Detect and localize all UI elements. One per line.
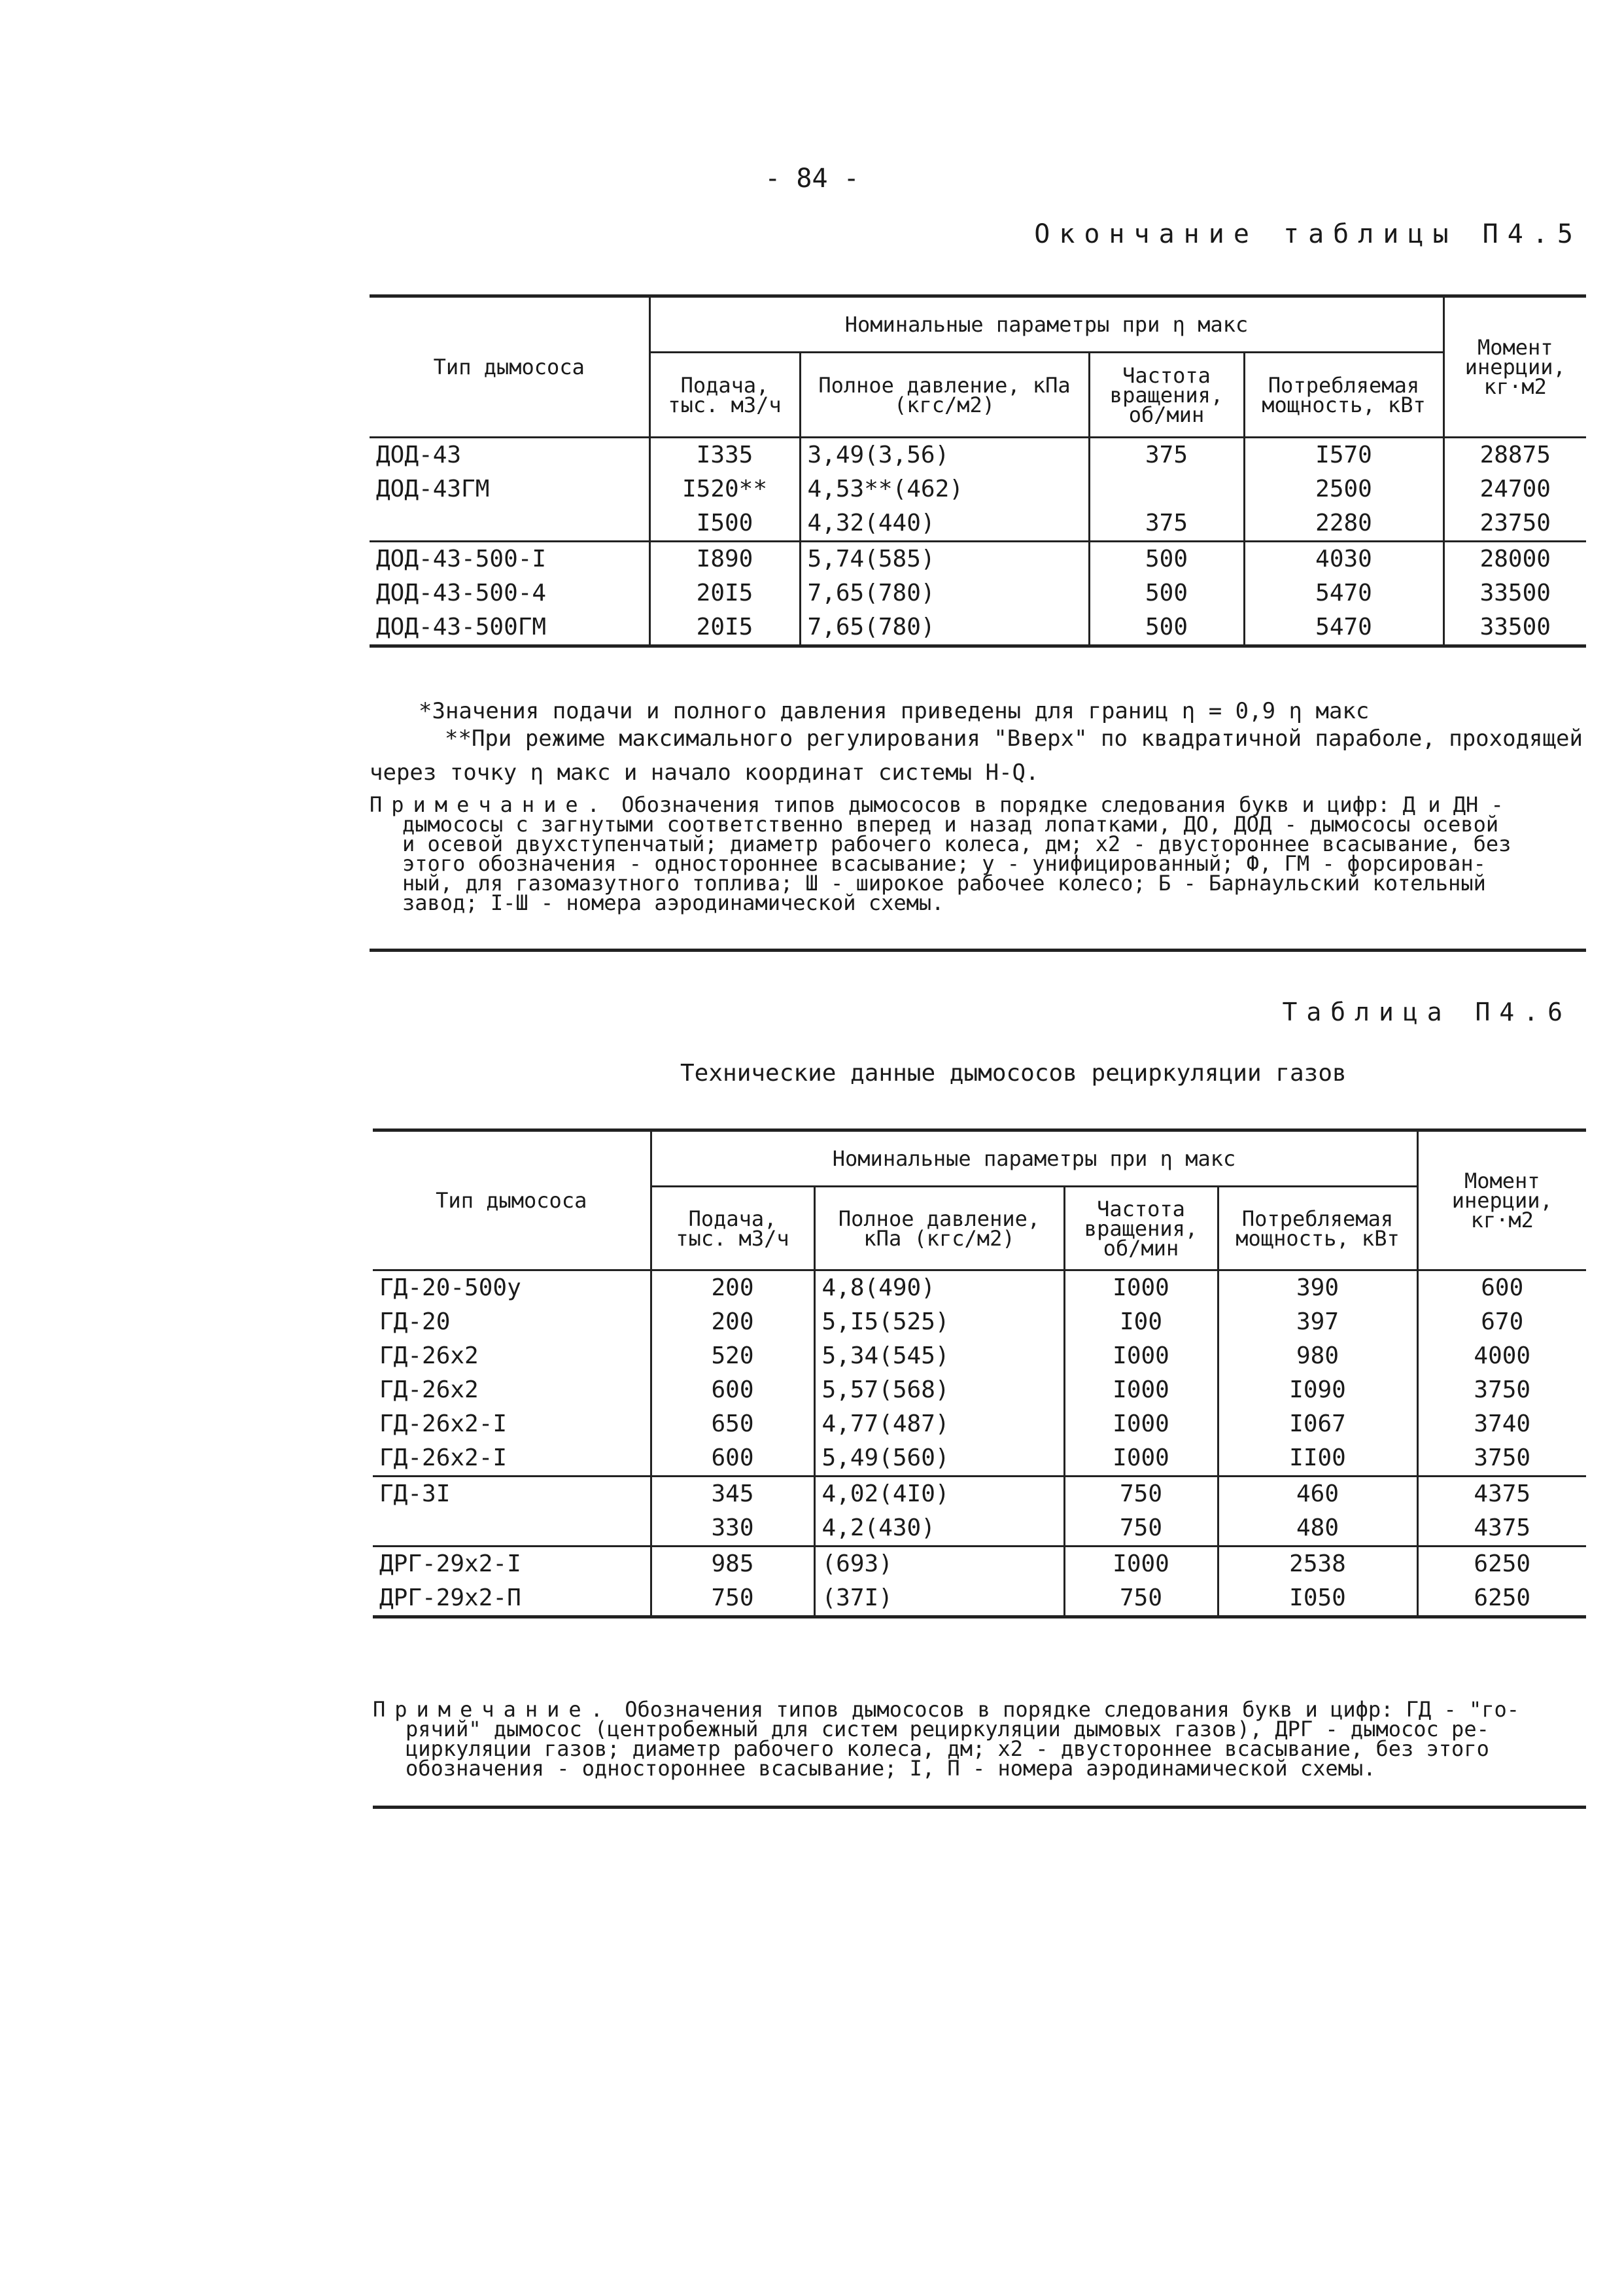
table-row — [370, 610, 1586, 646]
note-line: обозначения - одностороннее всасывание; I, П - номера аэродинамической схемы. — [406, 1756, 1376, 1781]
cell-pressure: 3,49(3,56) — [800, 438, 1089, 473]
cell-speed: I00 — [1064, 1305, 1218, 1339]
cell-supply: I335 — [649, 438, 800, 473]
cell-power: 4030 — [1244, 542, 1443, 577]
page-number: - 84 - — [765, 164, 859, 194]
col-power-header: Потребляемая мощность, кВт — [1218, 1187, 1417, 1270]
note-line: этого обозначения - одностороннее всасывание; у - унифицированный; Ф, ГМ - форсирован- — [402, 851, 1486, 876]
cell-power: 5470 — [1244, 576, 1443, 610]
table-row — [370, 472, 1586, 506]
cell-speed: 500 — [1089, 576, 1244, 610]
cell-inertia: 6250 — [1474, 1550, 1531, 1577]
cell-power: 390 — [1218, 1270, 1417, 1306]
cell-power: 2500 — [1244, 472, 1443, 506]
cell-supply: 345 — [651, 1477, 814, 1512]
cell-power: 480 — [1218, 1511, 1417, 1547]
col-type-header: Тип дымососа — [373, 1130, 651, 1270]
cell-speed — [1089, 472, 1244, 506]
cell-speed: 750 — [1064, 1581, 1218, 1617]
note-line: и осевой двухступенчатый; диаметр рабочего колеса, дм; х2 - двустороннее всасывание, без — [402, 831, 1512, 856]
cell-power: 5470 — [1244, 610, 1443, 646]
cell-power: I090 — [1218, 1373, 1417, 1407]
cell-speed: 500 — [1089, 542, 1244, 577]
cell-type: ГД-26х2-I — [373, 1407, 651, 1441]
col-type-header: Тип дымососа — [370, 296, 649, 438]
col-pressure-header: Полное давление, кПа (кгс/м2) — [800, 353, 1089, 438]
table-row — [370, 542, 1586, 577]
cell-power: 980 — [1218, 1339, 1417, 1373]
cell-power: II00 — [1218, 1441, 1417, 1477]
col-inertia-header: Момент инерции, кг·м2 — [1443, 296, 1586, 438]
cell-inertia: 33500 — [1479, 580, 1551, 606]
cell-supply: 650 — [651, 1407, 814, 1441]
table-row — [373, 1547, 1586, 1582]
cell-pressure: (693) — [814, 1547, 1064, 1582]
cell-pressure: 5,I5(525) — [814, 1305, 1064, 1339]
cell-inertia: 23750 — [1443, 506, 1586, 542]
cell-speed: I000 — [1064, 1441, 1218, 1477]
table-row — [373, 1339, 1586, 1373]
table-title: Таблица П4.6 — [1282, 998, 1572, 1026]
cell-pressure: 4,53**(462) — [800, 472, 1089, 506]
cell-inertia: 3750 — [1417, 1441, 1586, 1477]
cell-inertia: 28875 — [1479, 442, 1551, 468]
table-row — [370, 438, 1586, 473]
table-p4-6 — [373, 1128, 1586, 1618]
cell-power: I067 — [1218, 1407, 1417, 1441]
cell-pressure: 5,57(568) — [814, 1373, 1064, 1407]
cell-type — [370, 506, 649, 542]
cell-pressure: 5,34(545) — [814, 1339, 1064, 1373]
cell-inertia: 6250 — [1417, 1581, 1586, 1617]
footnote-3: через точку η макс и начало координат системы H-Q. — [370, 760, 1039, 786]
cell-inertia: 670 — [1481, 1308, 1524, 1335]
cell-supply: 330 — [651, 1511, 814, 1547]
note-table-p4-6 — [373, 1697, 1586, 1781]
cell-type — [373, 1511, 651, 1547]
cell-power: 2538 — [1218, 1547, 1417, 1582]
cell-speed: I000 — [1064, 1373, 1218, 1407]
note-label: Примечание. — [373, 1697, 612, 1722]
note-line: дымососы с загнутыми соответственно вперед и назад лопатками, ДО, ДОД - дымососы осевой — [402, 812, 1499, 837]
cell-type: ГД-20 — [373, 1305, 651, 1339]
cell-pressure: 4,8(490) — [814, 1270, 1064, 1306]
cell-inertia: 4000 — [1474, 1342, 1531, 1369]
cell-pressure: 5,49(560) — [814, 1441, 1064, 1477]
note-label: Примечание. — [370, 792, 609, 817]
cell-pressure: 7,65(780) — [800, 576, 1089, 610]
cell-type: ГД-3I — [373, 1477, 651, 1512]
cell-inertia: 4375 — [1474, 1480, 1531, 1507]
cell-type: ДОД-43 — [370, 438, 649, 473]
table-row — [373, 1407, 1586, 1441]
cell-supply: 600 — [651, 1373, 814, 1407]
cell-power: I570 — [1244, 438, 1443, 473]
cell-type: ГД-26х2-I — [373, 1441, 651, 1477]
cell-supply: 200 — [651, 1270, 814, 1306]
nominal-params-header: Номинальные параметры при η макс — [649, 296, 1443, 353]
col-speed-header: Частота вращения, об/мин — [1064, 1187, 1218, 1270]
col-power-header: Потребляемая мощность, кВт — [1244, 353, 1443, 438]
cell-inertia: 28000 — [1479, 546, 1551, 572]
cell-supply: 20I5 — [649, 610, 800, 646]
cell-inertia: 3740 — [1474, 1410, 1531, 1437]
note-line: завод; I-Ш - номера аэродинамической схемы. — [402, 890, 944, 915]
table-continuation-title: Окончание таблицы П4.5 — [1034, 219, 1582, 249]
cell-type: ГД-26х2 — [373, 1339, 651, 1373]
note-line: рячий" дымосос (центробежный для систем рециркуляции дымовых газов), ДРГ - дымосос ре- — [406, 1717, 1489, 1741]
cell-supply: 600 — [651, 1441, 814, 1477]
cell-power: 2280 — [1244, 506, 1443, 542]
cell-pressure: 7,65(780) — [800, 610, 1089, 646]
cell-type: ДОД-43ГМ — [370, 472, 649, 506]
cell-speed: 375 — [1089, 438, 1244, 473]
cell-supply: I500 — [649, 506, 800, 542]
cell-speed: 750 — [1064, 1511, 1218, 1547]
note-table-p4-5 — [370, 792, 1586, 915]
cell-speed: I000 — [1064, 1339, 1218, 1373]
cell-pressure: 4,77(487) — [814, 1407, 1064, 1441]
cell-power: I050 — [1218, 1581, 1417, 1617]
cell-type: ДОД-43-500-4 — [370, 576, 649, 610]
divider — [370, 949, 1586, 952]
note-line: ный, для газомазутного топлива; Ш - широкое рабочее колесо; Б - Барнаульский котельный — [402, 871, 1486, 896]
cell-speed: 500 — [1089, 610, 1244, 646]
table-row — [370, 576, 1586, 610]
cell-power: 460 — [1218, 1477, 1417, 1512]
col-pressure-header: Полное давление, кПа (кгс/м2) — [814, 1187, 1064, 1270]
cell-type: ГД-26х2 — [373, 1373, 651, 1407]
cell-supply: I520** — [649, 472, 800, 506]
cell-inertia: 24700 — [1479, 476, 1551, 502]
cell-speed: 375 — [1089, 506, 1244, 542]
cell-inertia: 3750 — [1474, 1376, 1531, 1403]
cell-supply: I890 — [649, 542, 800, 577]
cell-type: ГД-20-500у — [373, 1270, 651, 1306]
cell-pressure: 4,2(430) — [814, 1511, 1064, 1547]
cell-pressure: 4,32(440) — [800, 506, 1089, 542]
note-line: Обозначения типов дымососов в порядке следования букв и цифр: ГД - "го- — [625, 1697, 1520, 1722]
cell-supply: 520 — [651, 1339, 814, 1373]
nominal-params-header: Номинальные параметры при η макс — [651, 1130, 1417, 1187]
col-supply-header: Подача, тыс. м3/ч — [649, 353, 800, 438]
cell-type: ДРГ-29х2-I — [373, 1547, 651, 1582]
cell-speed: 750 — [1064, 1477, 1218, 1512]
table-row — [373, 1511, 1586, 1547]
table-row — [373, 1270, 1586, 1306]
cell-supply: 985 — [651, 1547, 814, 1582]
cell-type: ДРГ-29х2-П — [373, 1581, 651, 1617]
cell-supply: 20I5 — [649, 576, 800, 610]
cell-pressure: 4,02(4I0) — [814, 1477, 1064, 1512]
note-line: Обозначения типов дымососов в порядке следования букв и цифр: Д и ДН - — [621, 792, 1504, 817]
cell-inertia: 600 — [1481, 1274, 1524, 1301]
cell-supply: 200 — [651, 1305, 814, 1339]
table-row — [373, 1477, 1586, 1512]
cell-pressure: 5,74(585) — [800, 542, 1089, 577]
cell-type: ДОД-43-500-I — [370, 542, 649, 577]
cell-speed: I000 — [1064, 1547, 1218, 1582]
cell-pressure: (37I) — [814, 1581, 1064, 1617]
col-supply-header: Подача, тыс. м3/ч — [651, 1187, 814, 1270]
footnote-2: **При режиме максимального регулирования "Вверх" по квадратичной параболе, проходящей — [445, 726, 1583, 752]
cell-inertia: 33500 — [1443, 610, 1586, 646]
table-row — [373, 1581, 1586, 1617]
table-caption: Технические данные дымососов рециркуляции газов — [680, 1060, 1347, 1087]
cell-type: ДОД-43-500ГМ — [370, 610, 649, 646]
table-row — [373, 1373, 1586, 1407]
table-row — [373, 1441, 1586, 1477]
col-inertia-header: Момент инерции, кг·м2 — [1417, 1130, 1586, 1270]
divider — [373, 1806, 1586, 1809]
table-row — [373, 1305, 1586, 1339]
cell-supply: 750 — [651, 1581, 814, 1617]
cell-inertia: 4375 — [1417, 1511, 1586, 1547]
cell-power: 397 — [1218, 1305, 1417, 1339]
footnote-1: *Значения подачи и полного давления приведены для границ η = 0,9 η макс — [419, 698, 1370, 724]
cell-speed: I000 — [1064, 1270, 1218, 1306]
table-p4-5 — [370, 294, 1586, 648]
table-row — [370, 506, 1586, 542]
cell-speed: I000 — [1064, 1407, 1218, 1441]
note-line: циркуляции газов; диаметр рабочего колеса, дм; х2 - двустороннее всасывание, без этого — [406, 1736, 1489, 1761]
col-speed-header: Частота вращения, об/мин — [1089, 353, 1244, 438]
